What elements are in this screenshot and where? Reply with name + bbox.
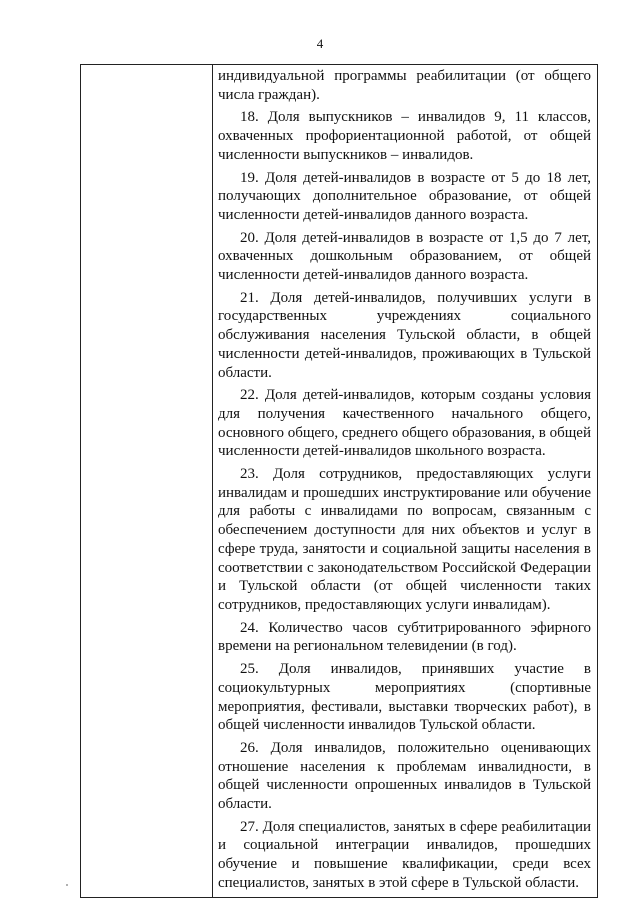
- indicator-22: [218, 386, 591, 461]
- indicator-23: [218, 465, 591, 615]
- indicator-21: [218, 289, 591, 383]
- indicator-26: [218, 739, 591, 814]
- indicator-text: 19. Доля детей-инвалидов в возрасте от 5 до 18 лет, получающих дополнительное образование, от общей численности детей-инвалидов данного возраста.: [218, 169, 591, 223]
- indicator-text: индивидуальной программы реабилитации (от общего числа граждан).: [218, 68, 591, 103]
- table-cell-indicators: [213, 65, 598, 898]
- indicator-19: [218, 169, 591, 225]
- indicator-18: [218, 108, 591, 164]
- indicator-text: 18. Доля выпускников – инвалидов 9, 11 классов, охваченных профориентационной работой, от общей численности выпускников – инвалидов.: [218, 109, 591, 163]
- page-number: 4: [316, 36, 324, 51]
- indicator-text: 22. Доля детей-инвалидов, которым созданы условия для получения качественного начального общего, основного общего, среднего общего образования, в общей численности детей-инвалидов школьного возраста.: [218, 387, 591, 460]
- indicator-text: 21. Доля детей-инвалидов, получивших услуги в государственных учреждениях социального обслуживания населения Тульской области, в общей численности детей-инвалидов, проживающих в Тульской области.: [218, 289, 591, 381]
- table-row: [81, 65, 598, 898]
- scan-speck: [66, 884, 68, 886]
- indicators-table: [80, 64, 598, 898]
- indicator-continuation: [218, 67, 591, 104]
- indicator-20: [218, 229, 591, 285]
- indicator-text: 27. Доля специалистов, занятых в сфере реабилитации и социальной интеграции инвалидов, прошедших обучение и повышение квалификации, среди всех специалистов, занятых в этой сфере в Тульской области.: [218, 818, 591, 891]
- indicator-text: 23. Доля сотрудников, предоставляющих услуги инвалидам и прошедших инструктирование или обучение для работы с инвалидами по вопросам, связанным с обеспечением доступности для них объектов и услуг в сфере труда, занятости и социальной защиты населения в соответствии с законодательством Российской Федерации и Тульской области (от общей численности таких сотрудников, предоставляющих услуги инвалидам).: [218, 466, 591, 613]
- indicator-text: 24. Количество часов субтитрированного эфирного времени на региональном телевидении (в год).: [218, 619, 591, 655]
- indicator-text: 26. Доля инвалидов, положительно оценивающих отношение населения к проблемам инвалидности, в общей численности опрошенных инвалидов в Тульской области.: [218, 739, 591, 813]
- indicator-24: [218, 619, 591, 656]
- indicator-text: 20. Доля детей-инвалидов в возрасте от 1,5 до 7 лет, охваченных дошкольным образованием, от общей численности детей-инвалидов данного возраста.: [218, 229, 591, 284]
- indicator-27: [218, 818, 591, 893]
- indicator-25: [218, 660, 591, 735]
- table-cell-left-empty: [81, 65, 213, 898]
- indicator-text: 25. Доля инвалидов, принявших участие в социокультурных мероприятиях (спортивные мероприятия, фестивали, выставки творческих работ), в общей численности инвалидов Тульской области.: [218, 661, 591, 734]
